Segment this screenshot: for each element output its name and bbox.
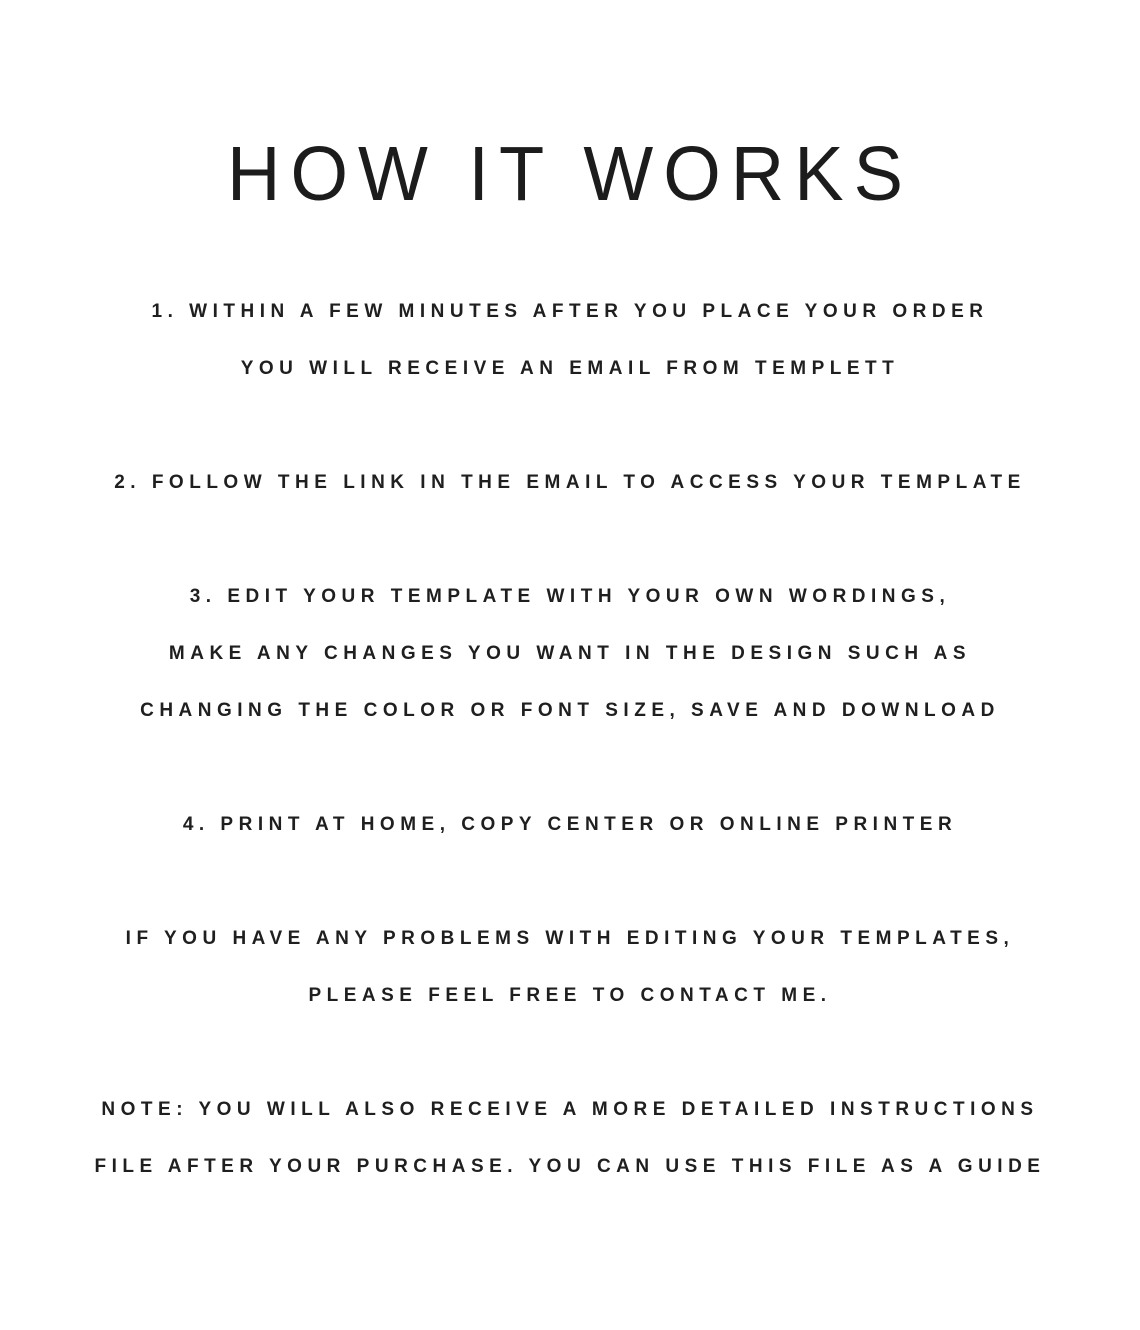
step-2-paragraph <box>20 454 1120 511</box>
instructions-body <box>0 283 1140 1195</box>
step-1-paragraph <box>20 283 1120 397</box>
instruction-line: 4. PRINT AT HOME, COPY CENTER OR ONLINE PRINTER <box>182 814 958 835</box>
instruction-line: FILE AFTER YOUR PURCHASE. YOU CAN USE THIS FILE AS A GUIDE <box>94 1156 1046 1177</box>
instruction-line: 1. WITHIN A FEW MINUTES AFTER YOU PLACE YOUR ORDER <box>151 301 989 322</box>
step-4-paragraph <box>20 796 1120 853</box>
extra-note-paragraph <box>20 1081 1120 1195</box>
page-title: HOW IT WORKS <box>227 130 913 217</box>
step-3-paragraph <box>20 568 1120 739</box>
instruction-line: IF YOU HAVE ANY PROBLEMS WITH EDITING YOUR TEMPLATES, <box>125 928 1015 949</box>
instruction-line: MAKE ANY CHANGES YOU WANT IN THE DESIGN SUCH AS <box>168 643 972 664</box>
instruction-line: 2. FOLLOW THE LINK IN THE EMAIL TO ACCESS YOUR TEMPLATE <box>114 472 1026 493</box>
instruction-line: YOU WILL RECEIVE AN EMAIL FROM TEMPLETT <box>240 358 900 379</box>
instruction-line: 3. EDIT YOUR TEMPLATE WITH YOUR OWN WORDINGS, <box>189 586 951 607</box>
support-note-paragraph <box>20 910 1120 1024</box>
instruction-line: NOTE: YOU WILL ALSO RECEIVE A MORE DETAILED INSTRUCTIONS <box>101 1099 1039 1120</box>
instruction-line: CHANGING THE COLOR OR FONT SIZE, SAVE AND DOWNLOAD <box>140 700 1000 721</box>
instruction-line: PLEASE FEEL FREE TO CONTACT ME. <box>308 985 832 1006</box>
